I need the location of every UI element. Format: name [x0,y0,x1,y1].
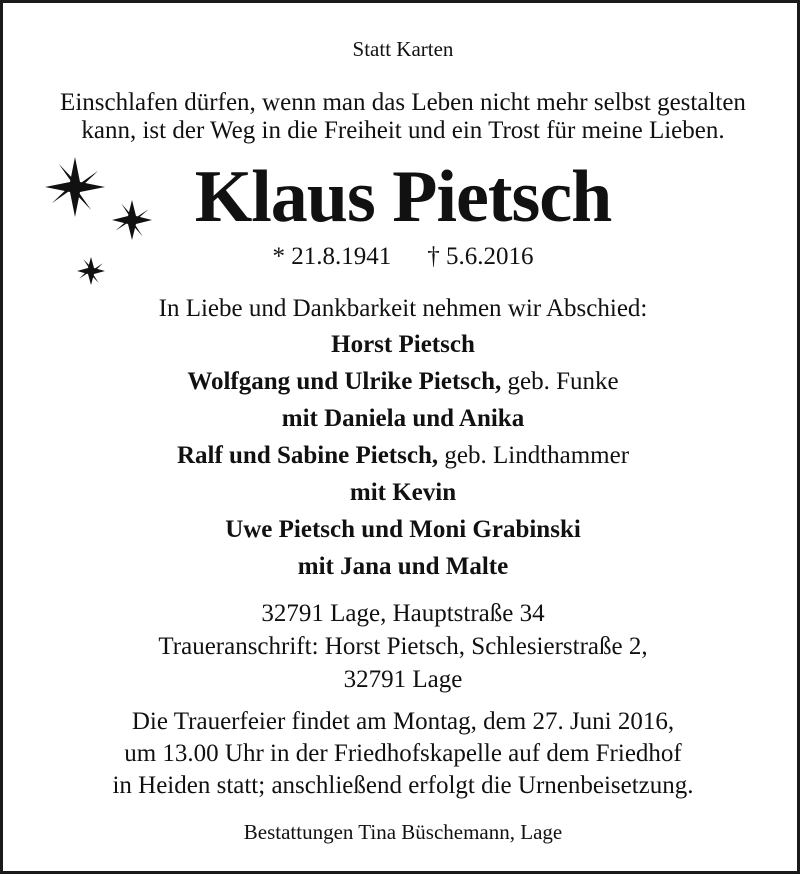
mourner-name: mit Kevin [349,479,457,506]
mourner-line [3,553,800,581]
header-text: Statt Karten [352,37,454,61]
mourner-line [3,405,800,433]
quote-line-1: Einschlafen dürfen, wenn man das Leben nicht mehr selbst gestalten [60,89,746,116]
mourner-name: Ralf und Sabine Pietsch, [176,442,439,469]
mourner-name: Uwe Pietsch und Moni Grabinski [225,516,581,543]
footer-funeral-home: Bestattungen Tina Büschemann, Lage [243,820,563,844]
mourner-line [3,368,800,396]
ceremony-line-1: Die Trauerfeier findet am Montag, dem 27. Juni 2016, [131,708,675,735]
life-dates [3,243,800,271]
mourner-name: Wolfgang und Ulrike Pietsch, [187,368,502,395]
mourner-line [3,442,800,470]
farewell-text: In Liebe und Dankbarkeit nehmen wir Abschied: [158,295,648,322]
address-line-2: Traueranschrift: Horst Pietsch, Schlesierstraße 2, [158,633,648,660]
mourner-note: geb. Lindthammer [444,442,630,469]
deceased-name: Klaus Pietsch [194,156,612,238]
address-line-1: 32791 Lage, Hauptstraße 34 [261,600,545,627]
ceremony-line-3: in Heiden statt; anschließend erfolgt die Urnenbeisetzung. [112,772,694,799]
mourner-note: geb. Funke [507,368,619,395]
address-line-3: 32791 Lage [343,666,463,693]
mourner-name: Horst Pietsch [331,331,475,358]
death-date: † 5.6.2016 [427,243,534,270]
mourner-line [3,331,800,359]
mourner-name: mit Jana und Malte [297,553,509,580]
mourner-line [3,479,800,507]
mourner-name: mit Daniela und Anika [281,405,525,432]
mourner-line [3,516,800,544]
quote-line-2: kann, ist der Weg in die Freiheit und ein Trost für meine Lieben. [81,117,725,144]
birth-date: * 21.8.1941 [272,243,392,270]
ceremony-line-2: um 13.00 Uhr in der Friedhofskapelle auf dem Friedhof [124,740,682,767]
